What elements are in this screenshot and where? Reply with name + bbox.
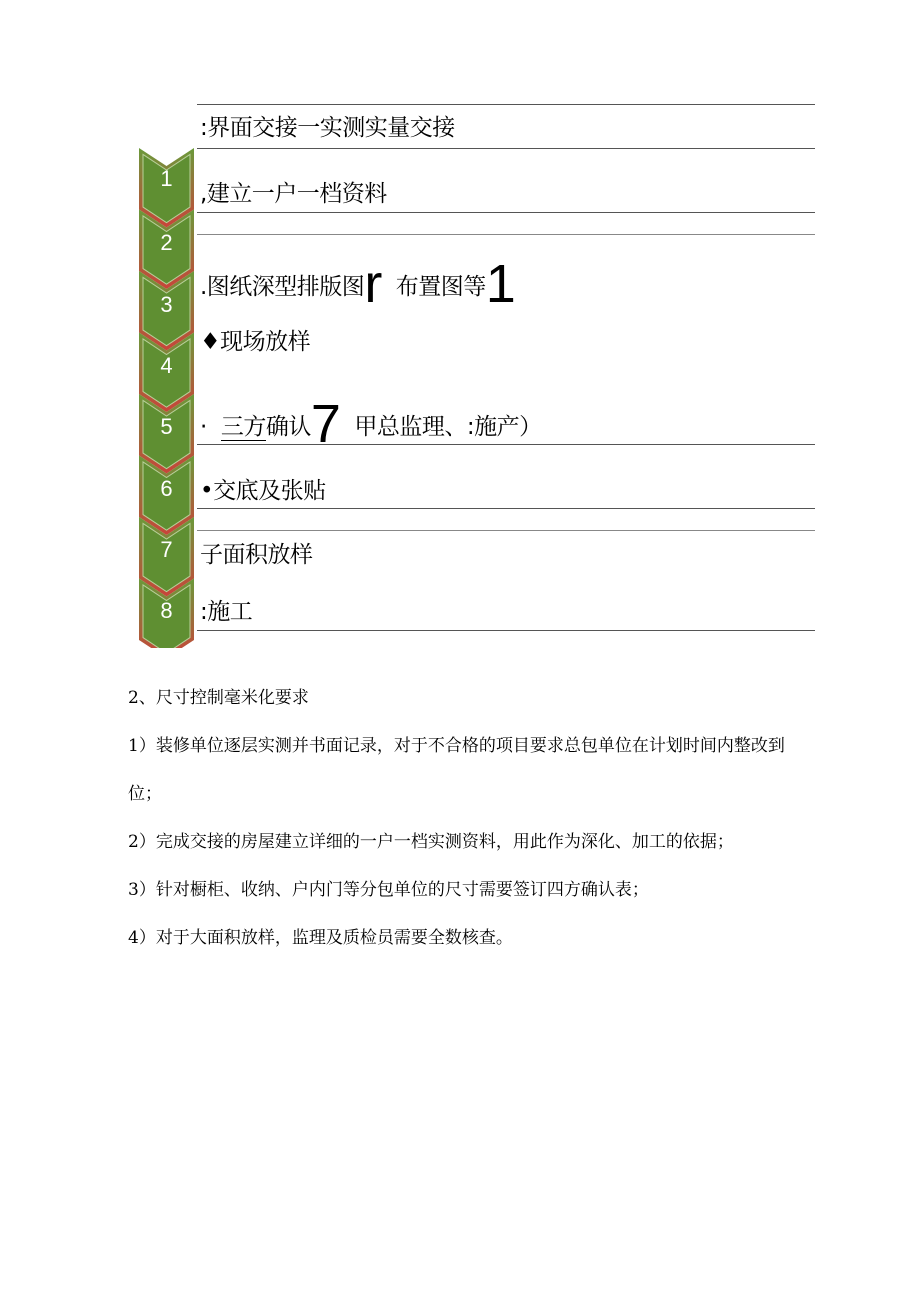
divider-line [197, 444, 815, 445]
chevron-arrow-icon [139, 148, 194, 648]
flow-line-confirm-dot: · [200, 414, 207, 440]
flow-line-confirm-glyph: 7 [310, 394, 341, 454]
requirement-item: 3）针对橱柜、收纳、户内门等分包单位的尺寸需要签订四方确认表； [128, 880, 649, 900]
requirements-section [128, 674, 808, 962]
divider-line [197, 104, 815, 105]
step-number-8: 8 [160, 598, 173, 623]
flow-line-archive: ,建立一户一档资料 [200, 181, 387, 207]
step-chevron-column [139, 148, 194, 648]
flow-line-confirm [200, 394, 542, 454]
flow-line-interface-handover: :界面交接一实测实量交接 [200, 115, 455, 141]
flow-line-drawings-glyph: r [364, 254, 382, 314]
divider-line [197, 212, 815, 213]
flow-line-drawings-text: .图纸深型排版图 [200, 274, 365, 300]
flow-line-drawings [200, 254, 516, 314]
section-heading: 2、尺寸控制毫米化要求 [128, 688, 309, 708]
step-number-6: 6 [160, 476, 173, 501]
flow-line-construction: :施工 [200, 599, 253, 625]
divider-line [197, 148, 815, 149]
requirement-item: 2）完成交接的房屋建立详细的一户一档实测资料，用此作为深化、加工的依据； [128, 832, 734, 852]
flow-line-confirm-parties: 三方 [220, 414, 266, 440]
requirement-item: 1）装修单位逐层实测并书面记录，对于不合格的项目要求总包单位在计划时间内整改到位； [128, 736, 785, 804]
flow-line-setout: ♦现场放样 [200, 329, 311, 355]
flow-line-drawings-text-2: 布置图等 [395, 274, 486, 300]
flow-line-briefing: •交底及张贴 [200, 478, 326, 504]
divider-line [197, 508, 815, 509]
divider-line [197, 630, 815, 631]
step-number-2: 2 [160, 230, 173, 255]
flow-line-area-setout: 子面积放样 [200, 542, 313, 568]
step-number-5: 5 [160, 414, 173, 439]
divider-line [197, 530, 815, 531]
flow-line-drawings-glyph-2: 1 [485, 254, 516, 314]
divider-line [197, 234, 815, 235]
flow-line-confirm-text: 确认 [265, 414, 311, 440]
requirement-item: 4）对于大面积放样，监理及质检员需要全数核查。 [128, 928, 513, 948]
step-number-7: 7 [160, 537, 173, 562]
step-number-1: 1 [160, 166, 173, 191]
step-number-4: 4 [160, 353, 173, 378]
step-number-3: 3 [160, 292, 173, 317]
flow-line-confirm-text-2: 甲总监理、:施产） [354, 414, 542, 440]
